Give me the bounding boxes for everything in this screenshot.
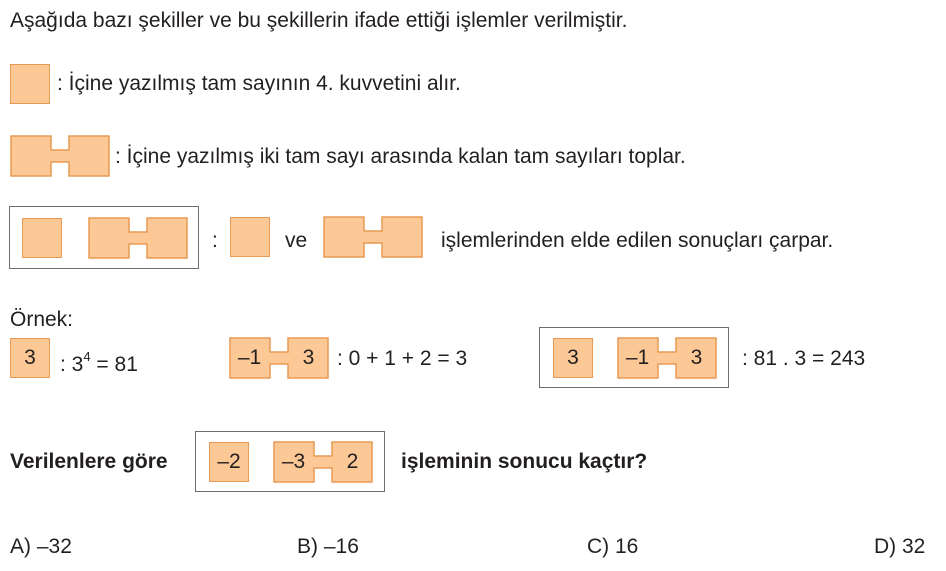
connector-shape (10, 135, 110, 177)
combined-shape-frame (9, 206, 199, 269)
connector-shape (88, 217, 188, 259)
example-square-value: 3 (24, 346, 36, 369)
connector-shape (323, 216, 423, 258)
intro-text: Aşağıda bazı şekiller ve bu şekillerin ifade ettiği işlemler verilmiştir. (10, 9, 628, 32)
rule-combined-text: işlemlerinden elde edilen sonuçları çarpar. (441, 229, 834, 252)
example-combined-frame (539, 327, 729, 388)
example-combined-result: : 81 . 3 = 243 (742, 347, 866, 370)
question-connector (273, 441, 373, 483)
option-d[interactable]: D) 32 (874, 535, 926, 558)
example-connector (617, 337, 717, 379)
example-connector-left: –1 (237, 346, 262, 369)
example-connector (229, 337, 329, 379)
example-heading: Örnek: (10, 308, 74, 331)
rule-square-text: : İçine yazılmış tam sayının 4. kuvvetini alır. (57, 72, 461, 95)
option-c[interactable]: C) 16 (587, 535, 639, 558)
option-b[interactable]: B) –16 (297, 535, 359, 558)
example-connector-result: : 0 + 1 + 2 = 3 (337, 347, 468, 370)
example-square (553, 338, 593, 378)
example-connector-left: –1 (625, 346, 650, 369)
question-connector-left: –3 (281, 450, 306, 473)
square-shape (22, 218, 62, 258)
question-prefix: Verilenlere göre (10, 450, 168, 473)
question-connector-right: 2 (346, 450, 359, 473)
rule-combined-colon: : (212, 229, 218, 252)
square-shape (10, 64, 50, 104)
question-suffix: işleminin sonucu kaçtır? (401, 450, 648, 473)
question-combined-frame (195, 431, 385, 492)
question-square (209, 442, 249, 482)
example-connector-right: 3 (302, 346, 315, 369)
example-square (10, 338, 50, 378)
example-connector-right: 3 (690, 346, 703, 369)
question-square-value: –2 (217, 450, 241, 473)
rule-combined-and: ve (285, 229, 308, 252)
example-square-result: : $3^4 = 81$ (60, 349, 138, 376)
rule-connector-text: : İçine yazılmış iki tam sayı arasında kalan tam sayıları toplar. (115, 145, 686, 168)
example-square-value: 3 (567, 346, 579, 369)
option-a[interactable]: A) –32 (10, 535, 72, 558)
square-shape (230, 217, 270, 257)
